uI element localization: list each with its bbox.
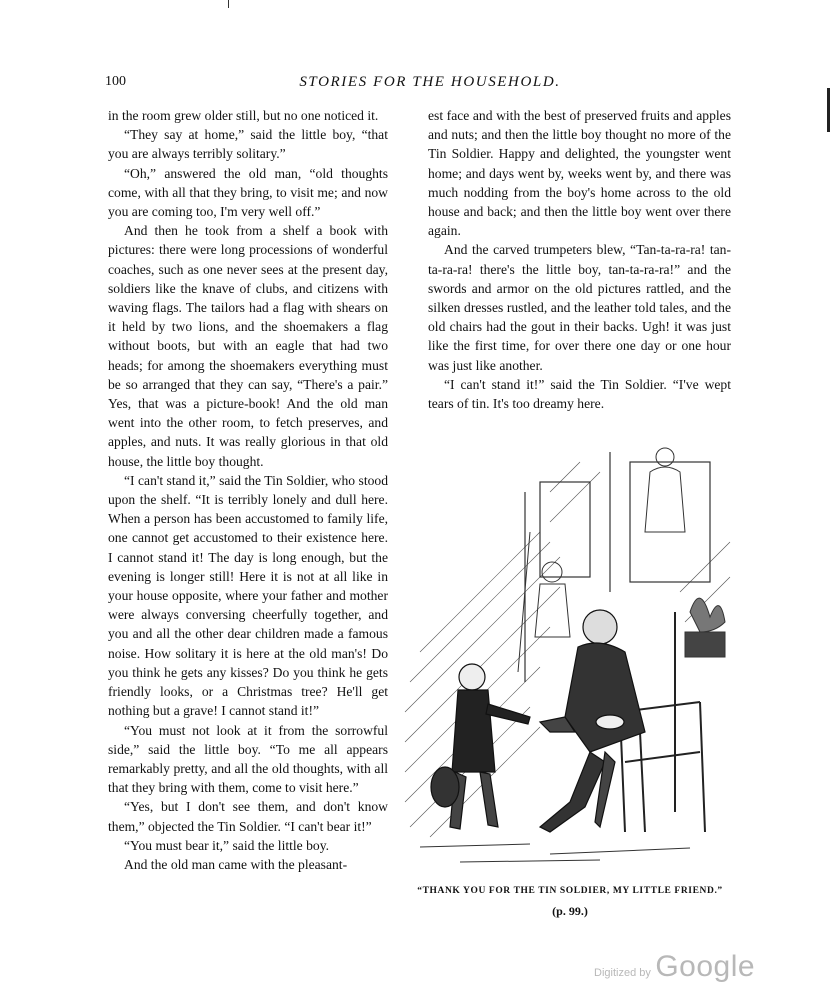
paragraph: “You must not look at it from the sorrowful side,” said the little boy. “To me all appears remarkably pretty, and all the old thoughts, with all that they bring with them, come to visit here.” [108,722,388,796]
potted-plant [685,598,725,657]
left-column [108,106,388,874]
floor-lines [420,844,690,862]
digitized-by-google-watermark [594,950,755,984]
portrait-figure [645,448,685,532]
illustration-caption: “THANK YOU FOR THE TIN SOLDIER, MY LITTLE FRIEND.” [417,886,723,896]
watermark-prefix: Digitized by [594,967,651,979]
paragraph: “They say at home,” said the little boy, “that you are always terribly solitary.” [108,127,388,162]
paragraph: “Yes, but I don't see them, and don't know them,” objected the Tin Soldier. “I can't bear it!” [108,799,388,834]
paragraph: “I can't stand it!” said the Tin Soldier. “I've wept tears of tin. It's too dreamy here. [428,376,731,412]
google-logo-text: Google [655,950,756,983]
paragraph: in the room grew older still, but no one noticed it. [108,108,379,123]
little-boy [431,664,530,829]
illustration-page-reference: (p. 99.) [552,904,588,918]
paragraph: est face and with the best of preserved fruits and apples and nuts; and then the little boy thought no more of the Tin Soldier. Happy and delighted, the youngster went home; and days went by, weeks went by, and there was much nodding from the boy's home across to the old house and back; and then the little boy went over there again. [428,108,731,239]
page-number: 100 [105,74,126,89]
illustration-old-man-and-boy [400,432,735,872]
page-edge-mark [827,88,830,132]
paragraph: “I can't stand it,” said the Tin Soldier, who stood upon the shelf. “It is terribly lonely and dull here. When a person has been accustomed to family life, one cannot get accustomed to their existence here. I cannot stand it! The day is long enough, but the evening is longer still! Here it is not at all like in your house opposite, where your father and mother were always conversing cheerfully together, and you and all the other dear children made a famous noise. How solitary it is here at the old man's! Do you think he gets any kisses? Do you think he gets friendly looks, or a Christmas tree? He'll get nothing but a grave! I cannot stand it!” [108,472,388,719]
right-column [428,106,731,413]
paragraph: “You must bear it,” said the little boy. [124,837,330,853]
paragraph: And then he took from a shelf a book with pictures: there were long processions of wonderful coaches, such as one never sees at the present day, soldiers like the knave of clubs, and citizens with waving flags. The tailors had a flag with shears on it held by two lions, and the shoemakers a flag without boots, but with an eagle that had two heads; for among the shoemakers everything must be so arranged that they can say, “There's a pair.” Yes, that was a picture-book! And the old man went into the other room, to fetch preserves, and apples, and nuts. It was really glorious in that old house, the little boy thought. [108,223,388,469]
paragraph: And the carved trumpeters blew, “Tan-ta-ra-ra! tan-ta-ra-ra! there's the little boy, tan-ta-ra-ra!” and the swords and armor on the old pictures rattled, and the silken dresses rustled, and the leather told tales, and the old chairs had the gout in their backs. Ugh! it was just like the first time, for over there one day or one hour was just like another. [428,242,731,373]
old-man [540,610,645,832]
paragraph: And the old man came with the pleasant- [124,856,348,872]
paragraph: “Oh,” answered the old man, “old thoughts come, with all that they bring, to visit me; and now you are coming too, I'm very well off.” [108,165,388,220]
running-head: STORIES FOR THE HOUSEHOLD. [299,74,561,90]
page-edge-tick [228,0,229,8]
